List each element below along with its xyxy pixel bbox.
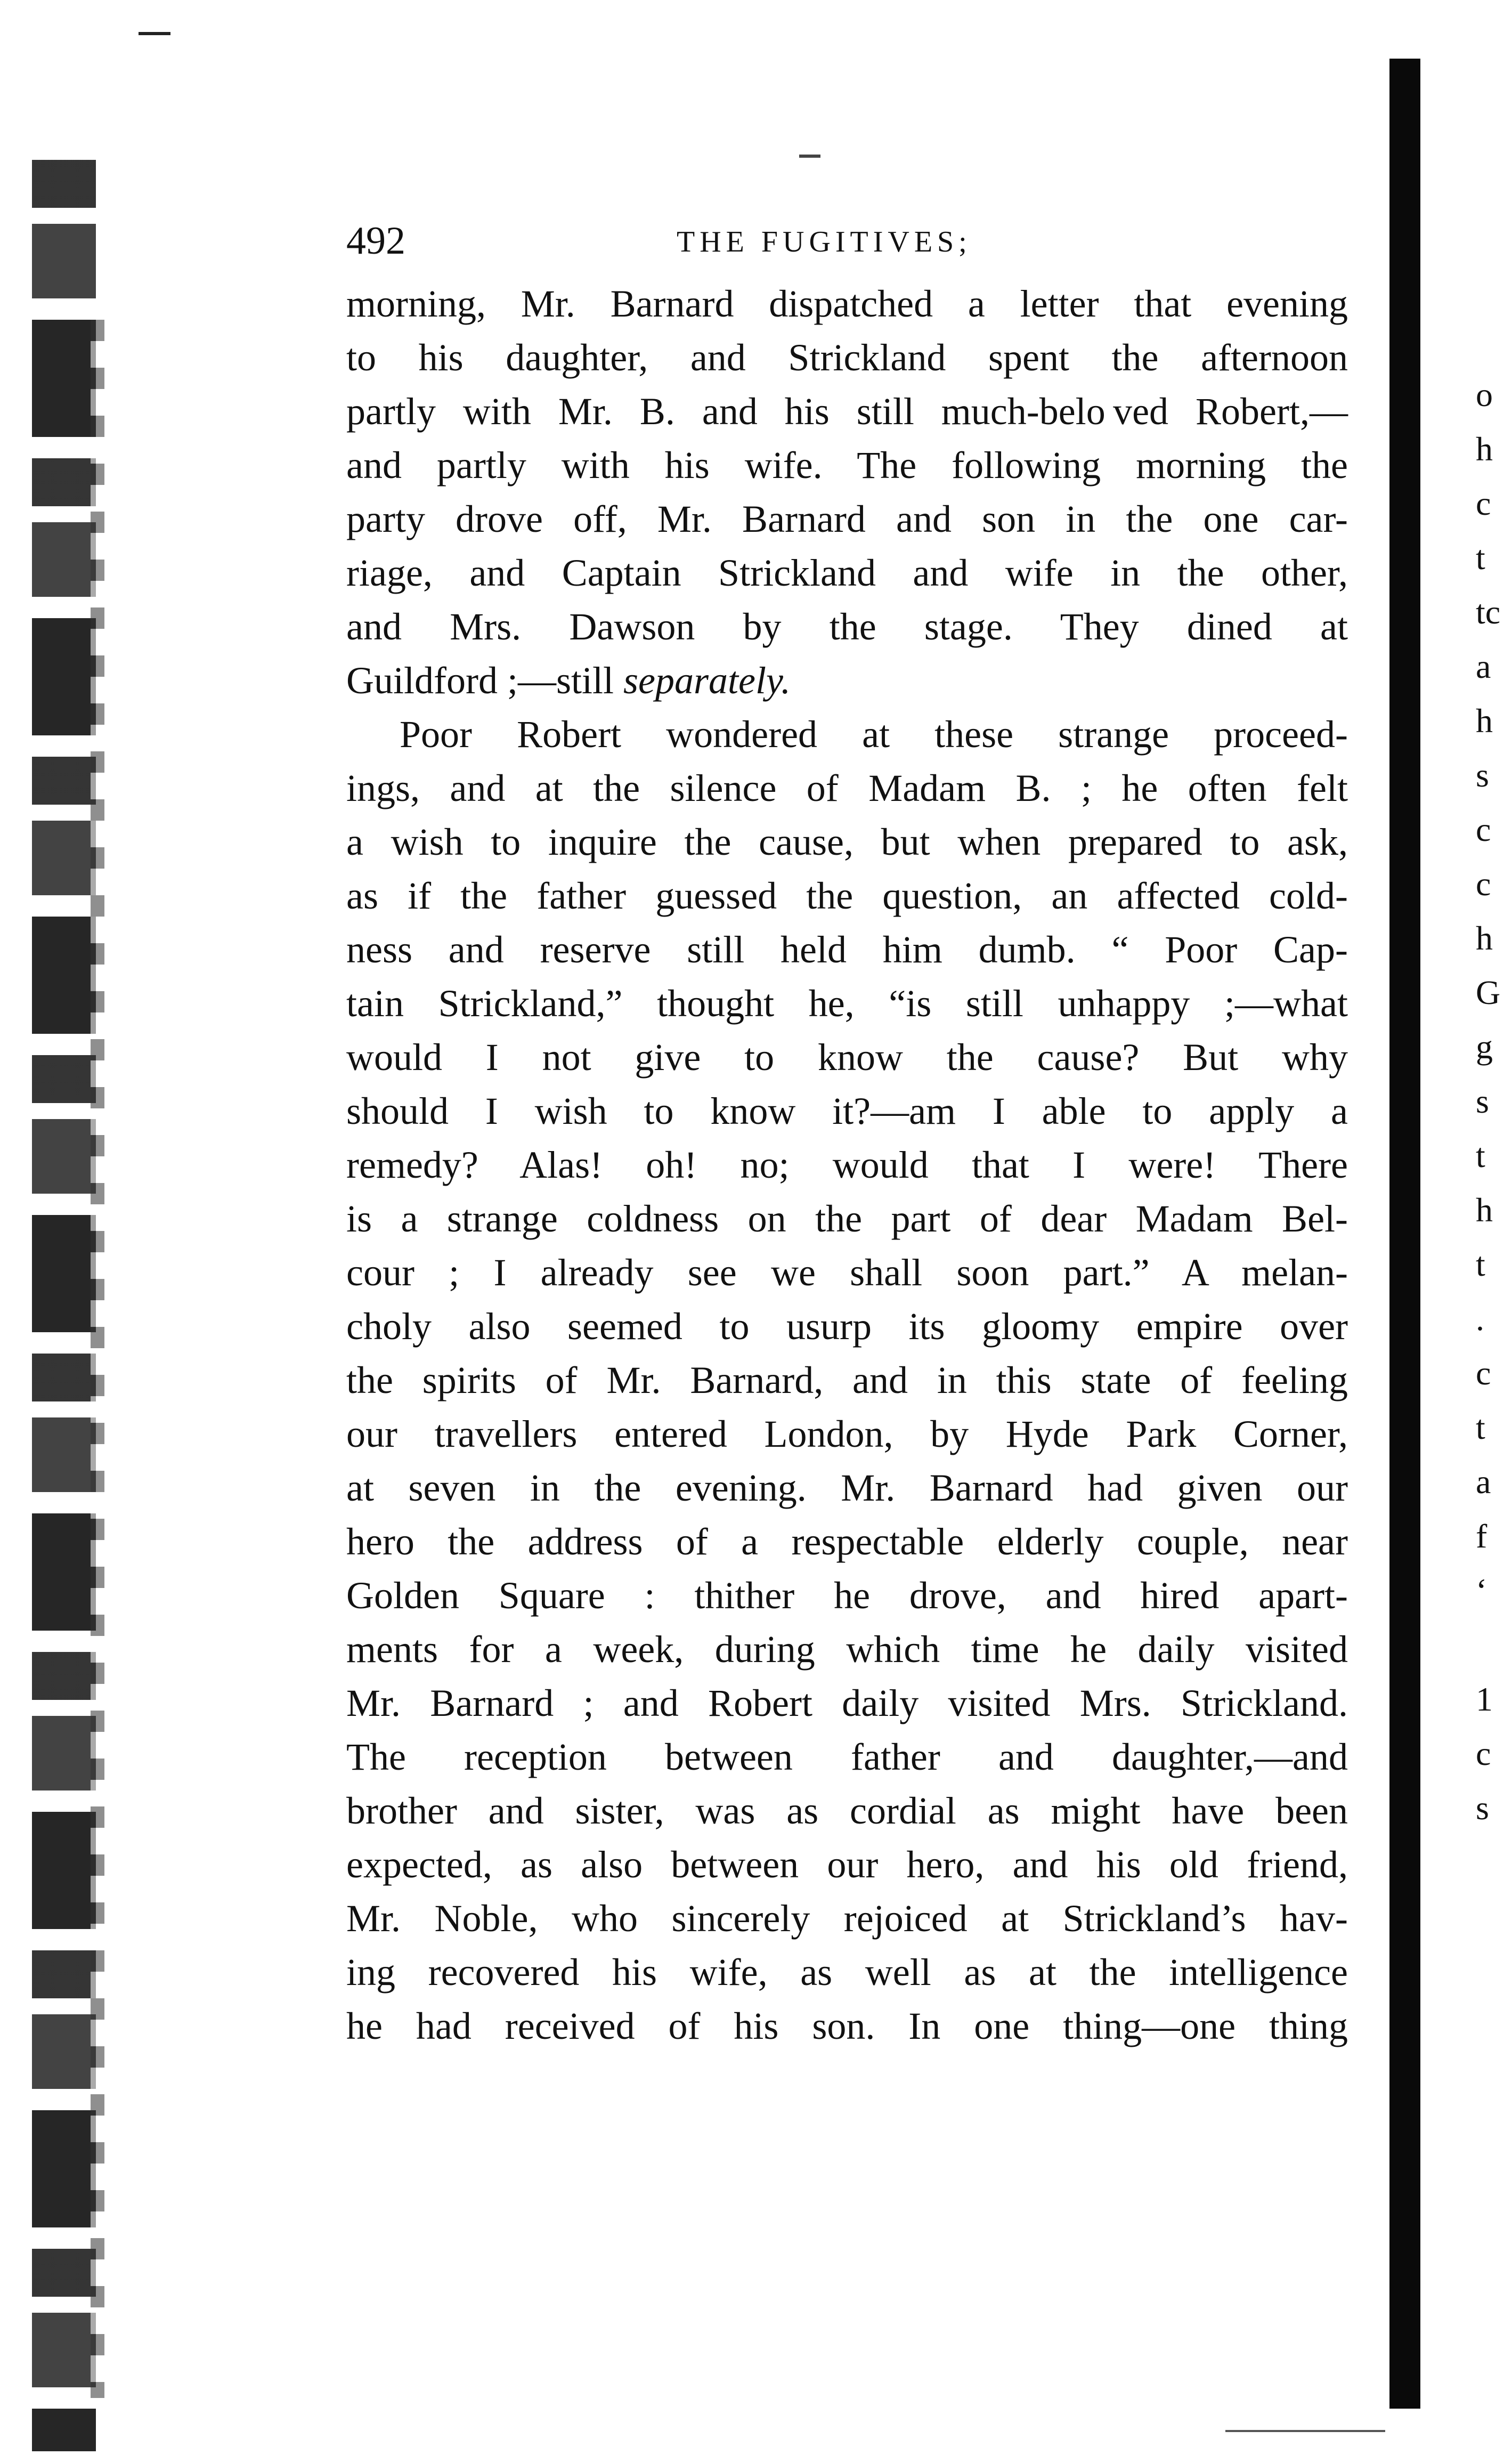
edge-letter: a (1476, 1463, 1491, 1501)
running-head (346, 213, 1348, 277)
next-page-edge (1476, 368, 1512, 1835)
text-line: as if the father guessed the question, an affected cold- (346, 874, 1348, 917)
scan-mark (139, 32, 170, 35)
edge-letter: c (1476, 1354, 1491, 1392)
text-line: cour ; I already see we shall soon part.” A melan- (346, 1251, 1348, 1294)
edge-letter: h (1476, 702, 1493, 740)
text-line: should I wish to know it?—am I able to apply a (346, 1090, 1348, 1132)
edge-letter: s (1476, 1082, 1489, 1120)
edge-letter: g (1476, 1028, 1493, 1066)
text-line: is a strange coldness on the part of dear Madam Bel- (346, 1197, 1348, 1240)
edge-letter: h (1476, 430, 1493, 468)
text-line: to his daughter, and Strickland spent the afternoon (346, 336, 1348, 379)
edge-letter: G (1476, 974, 1501, 1011)
text-line: Golden Square : thither he drove, and hired apart- (346, 1574, 1348, 1617)
text-line: would I not give to know the cause? But why (346, 1036, 1348, 1079)
scan-mark (799, 155, 820, 158)
text-line: hero the address of a respectable elderly couple, near (346, 1520, 1348, 1563)
text-line: party drove off, Mr. Barnard and son in the one car- (346, 498, 1348, 540)
text-line: riage, and Captain Strickland and wife in the other, (346, 552, 1348, 594)
edge-letter: a (1476, 647, 1491, 685)
emphasis-word: separately. (623, 659, 791, 702)
edge-letter: c (1476, 811, 1491, 848)
text-line: at seven in the evening. Mr. Barnard had given our (346, 1466, 1348, 1509)
edge-letter: t (1476, 1137, 1485, 1174)
edge-letter: t (1476, 539, 1485, 577)
text-line: partly with Mr. B. and his still much-belo ved Robert,— (346, 390, 1348, 433)
text-line: remedy? Alas! oh! no; would that I were! There (346, 1144, 1348, 1186)
edge-letter: 1 (1476, 1680, 1493, 1718)
edge-letter: h (1476, 1191, 1493, 1229)
text-line-emphasis: Guildford ;—still separately. (346, 659, 791, 702)
page-number: 492 (346, 219, 405, 263)
scan-mark (1225, 2430, 1385, 2432)
edge-letter: h (1476, 919, 1493, 957)
edge-letter: c (1476, 1735, 1491, 1772)
paragraph (346, 277, 1348, 708)
text-line: expected, as also between our hero, and his old friend, (346, 1843, 1348, 1886)
text-line: brother and sister, was as cordial as might have been (346, 1789, 1348, 1832)
text-line: and partly with his wife. The following morning the (346, 444, 1348, 487)
binding-shadow (32, 160, 96, 2451)
edge-letter: s (1476, 756, 1489, 794)
running-title: THE FUGITIVES; (677, 225, 972, 258)
text-line: a wish to inquire the cause, but when prepared to ask, (346, 821, 1348, 863)
text-line: and Mrs. Dawson by the stage. They dined at (346, 605, 1348, 648)
page-gutter-bar (1389, 59, 1420, 2409)
text-line: ments for a week, during which time he daily visited (346, 1628, 1348, 1671)
edge-letter: t (1476, 1245, 1485, 1283)
body-text (346, 277, 1348, 2053)
book-page (346, 213, 1348, 2053)
edge-letter: ‘ (1476, 1571, 1487, 1609)
text-line: choly also seemed to usurp its gloomy empire over (346, 1305, 1348, 1348)
edge-letter (1476, 1618, 1512, 1672)
text-line: he had received of his son. In one thing—one thing (346, 2005, 1348, 2047)
edge-letter: c (1476, 865, 1491, 903)
text-line: our travellers entered London, by Hyde Park Corner, (346, 1413, 1348, 1455)
text-line: Poor Robert wondered at these strange proceed- (400, 713, 1348, 756)
text-line: Mr. Barnard ; and Robert daily visited Mrs. Strickland. (346, 1682, 1348, 1724)
edge-letter: c (1476, 484, 1491, 522)
edge-letter: o (1476, 376, 1493, 414)
edge-letter: . (1476, 1300, 1484, 1338)
text-line: ings, and at the silence of Madam B. ; he often felt (346, 767, 1348, 809)
edge-letter: f (1476, 1517, 1487, 1555)
edge-letter: s (1476, 1789, 1489, 1827)
edge-letter: t (1476, 1408, 1485, 1446)
paragraph (346, 708, 1348, 2053)
text-line: ing recovered his wife, as well as at the intelligence (346, 1951, 1348, 1994)
text-line: morning, Mr. Barnard dispatched a letter that evening (346, 282, 1348, 325)
edge-letter: tc (1476, 593, 1501, 631)
text-line: ness and reserve still held him dumb. “ Poor Cap- (346, 928, 1348, 971)
text-line: The reception between father and daughter,—and (346, 1736, 1348, 1778)
text-line: the spirits of Mr. Barnard, and in this state of feeling (346, 1359, 1348, 1401)
text-line: tain Strickland,” thought he, “is still unhappy ;—what (346, 982, 1348, 1025)
binding-shadow-inner (91, 320, 104, 2398)
text-line: Mr. Noble, who sincerely rejoiced at Strickland’s hav- (346, 1897, 1348, 1940)
